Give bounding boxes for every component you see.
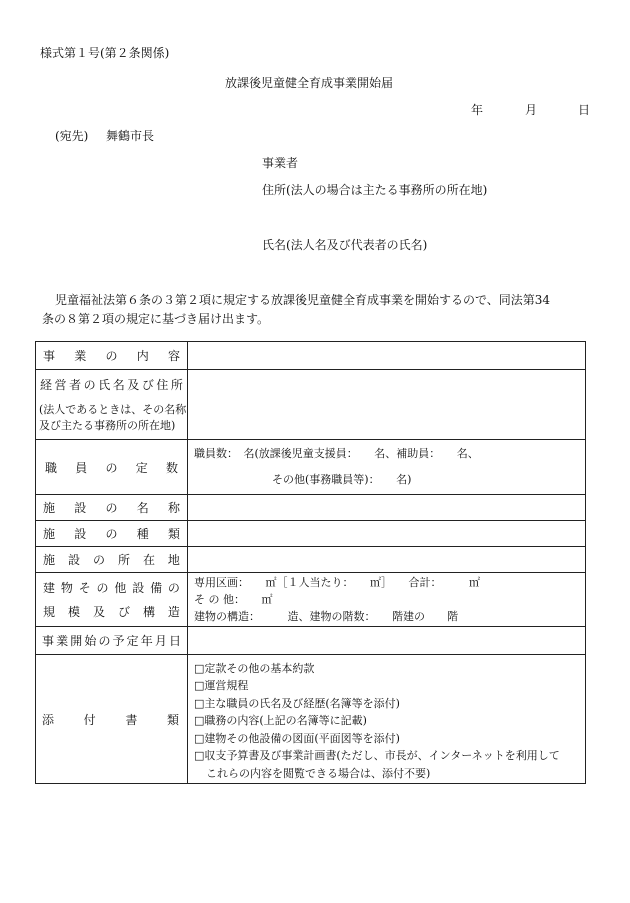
label-char: 所 [170,378,183,392]
label-char: 定 [135,460,148,475]
label-business-content [36,342,188,370]
row-building [36,573,586,627]
label-char: 造 [167,604,180,619]
building-line1: 専用区画： ㎡［１人当たり： ㎡］ 合計： ㎡ [194,576,480,589]
spaced-label [36,576,187,600]
row-attachments [36,655,586,784]
label-char: 内 [136,349,149,363]
label-char: 設 [67,553,80,567]
label-char: 業 [56,634,69,648]
field-facility-name[interactable] [188,495,586,521]
label-char: 添 [42,712,55,727]
label-char: 名 [136,501,149,515]
label-char: 年 [140,634,153,648]
field-business-content[interactable] [188,342,586,370]
label-char: 設 [74,501,87,515]
label-char: 始 [84,634,97,648]
label-char: の [83,378,96,392]
label-char: 及 [92,604,105,619]
label-char: 所 [117,553,130,567]
application-table [35,341,586,784]
date-year: 年 [471,103,484,117]
spaced-label [36,551,187,568]
attachment-checkbox-item[interactable]: □職務の内容(上記の名簿等に記載) [194,714,367,728]
attachment-continuation: これらの内容を閲覧できる場合は、添付不要) [206,766,431,780]
label-char: 予 [112,634,125,648]
label-char: 称 [167,501,180,515]
field-facility-location[interactable] [188,547,586,573]
label-char: 経 [40,378,53,392]
label-char: の [167,580,180,595]
label-start-date [36,627,188,655]
label-char: 書 [125,712,138,727]
label-char: そ [78,580,91,595]
label-facility-name [36,495,188,521]
applicant-name-label: 氏名(法人名及び代表者の氏名) [262,238,428,252]
body-text-line1: 児童福祉法第６条の３第２項に規定する放課後児童健全育成事業を開始するので、同法第34 [55,293,551,307]
building-line3: 建物の構造： 造、建物の階数： 階建の 階 [194,610,458,623]
label-char: の [92,553,105,567]
field-building[interactable] [188,573,586,627]
spaced-label [36,459,187,476]
label-char: 開 [70,634,83,648]
label-char: 事 [43,349,56,363]
label-char: び [141,378,154,392]
staff-line1: 職員数： 名(放課後児童支援員： 名、補助員： 名、 [194,447,479,460]
attachment-checkbox-item[interactable]: □収支予算書及び事業計画書(ただし、市長が、インターネットを利用して [194,749,560,763]
label-char: 数 [165,460,178,475]
label-facility-type [36,521,188,547]
attachment-checkbox-item[interactable]: □定款その他の基本約款 [194,661,315,675]
form-number: 様式第１号(第２条関係) [40,46,170,60]
label-char: の [105,527,118,541]
building-line2: そ の 他： ㎡ [194,593,273,606]
label-char: の [105,349,118,363]
label-char: 施 [43,501,56,515]
label-char: 地 [167,553,180,567]
row-operator-info [36,370,586,440]
label-char: の [105,460,118,475]
label-char: 名 [112,378,125,392]
staff-line2: その他(事務職員等)： 名) [272,473,412,486]
addressee-prefix: (宛先) [55,129,89,143]
spaced-label [36,499,187,516]
label-char: 設 [74,527,87,541]
label-char: の [105,501,118,515]
attachment-checkbox-item[interactable]: □主な職員の氏名及び経歴(名簿等を添付) [194,696,400,710]
address-label: 住所(法人の場合は主たる事務所の所在地) [262,183,488,197]
body-text-line2: 条の８第２項の規定に基づき届け出ます。 [42,312,270,326]
row-facility-name [36,495,586,521]
label-char: 建 [43,580,56,595]
label-char: 付 [83,712,96,727]
field-facility-type[interactable] [188,521,586,547]
label-char: 容 [167,349,180,363]
label-char: 他 [114,580,127,595]
attachment-list [188,656,585,765]
row-facility-type [36,521,586,547]
label-attachments [36,655,188,784]
label-operator-info [36,370,188,440]
label-char: 構 [142,604,155,619]
label-char: 定 [126,634,139,648]
label-facility-location [36,547,188,573]
row-facility-location [36,547,586,573]
label-staff [36,440,188,495]
page-title: 放課後児童健全育成事業開始届 [225,76,394,90]
operator-label: 事業者 [262,156,299,170]
spaced-label [36,376,187,393]
operator-note2: 及び主たる事務所の所在地) [39,419,176,432]
row-start-date [36,627,586,655]
label-char: 日 [168,634,181,648]
label-char: 業 [74,349,87,363]
label-building [36,573,188,627]
spaced-label [36,525,187,542]
label-char: 模 [67,604,80,619]
attachment-checkbox-item[interactable]: □運営規程 [194,679,249,693]
operator-note1: (法人であるときは、その名称 [39,403,187,416]
label-char: 在 [142,553,155,567]
attachment-checkbox-item[interactable]: □建物その他設備の図面(平面図等を添付) [194,731,400,745]
field-start-date[interactable] [188,627,586,655]
label-char: 営 [54,378,67,392]
label-char: 種 [136,527,149,541]
spaced-label [36,600,187,624]
addressee-name: 舞鶴市長 [106,129,155,143]
label-char: の [96,580,109,595]
field-operator-info[interactable] [188,370,586,440]
label-char: 者 [69,378,82,392]
label-char: 事 [42,634,55,648]
label-char: 住 [156,378,169,392]
spaced-label [36,711,187,728]
date-month: 月 [525,103,538,117]
field-attachments [188,655,586,784]
label-char: 備 [150,580,163,595]
label-char: 職 [45,460,58,475]
label-char: 施 [43,527,56,541]
field-staff[interactable] [188,440,586,495]
label-char: 施 [43,553,56,567]
label-char: の [98,634,111,648]
label-char: 員 [75,460,88,475]
row-staff [36,440,586,495]
row-business-content [36,342,586,370]
label-char: 物 [60,580,73,595]
label-char: 類 [167,527,180,541]
label-char: 類 [166,712,179,727]
spaced-label [36,632,187,649]
label-char: 規 [43,604,56,619]
label-char: 月 [154,634,167,648]
spaced-label [36,347,187,364]
label-char: 及 [127,378,140,392]
label-char: 氏 [98,378,111,392]
date-day: 日 [578,103,591,117]
label-char: び [117,604,130,619]
label-char: 設 [132,580,145,595]
